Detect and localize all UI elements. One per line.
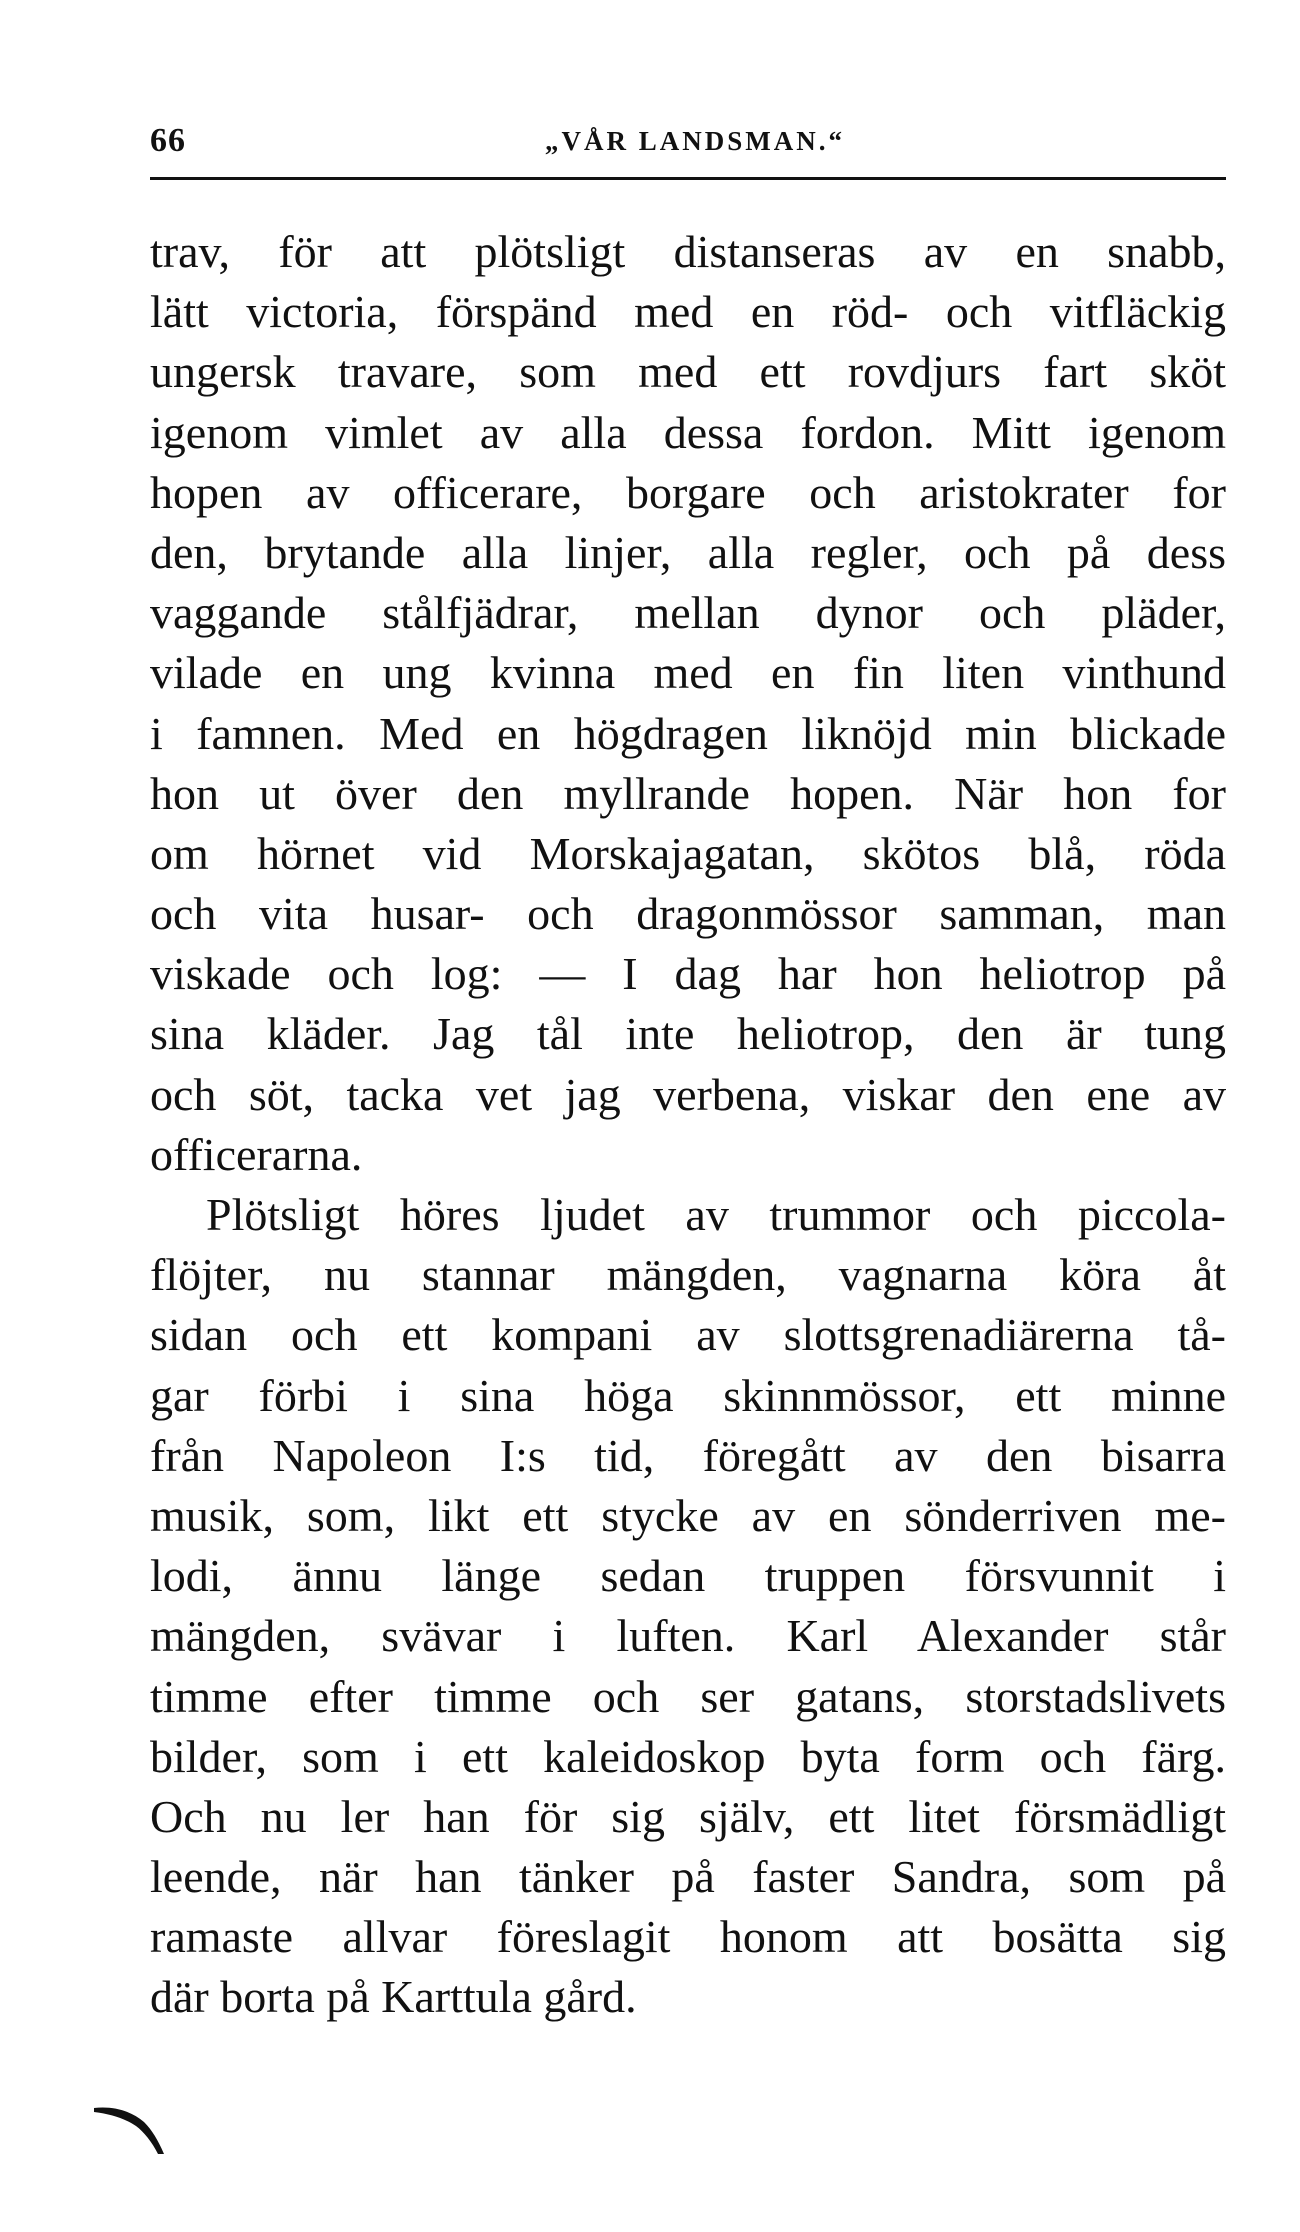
- text-line: i famnen. Med en högdragen liknöjd min blickade: [150, 707, 1226, 759]
- text-line: och vita husar- och dragonmössor samman, man: [150, 888, 1226, 940]
- text-line: den, brytande alla linjer, alla regler, och på dess: [150, 526, 1226, 578]
- text-line: Och nu ler han för sig själv, ett litet försmädligt: [150, 1790, 1226, 1842]
- text-line: hon ut över den myllrande hopen. När hon for: [150, 767, 1226, 819]
- text-line: viskade och log: — I dag har hon heliotrop på: [150, 948, 1226, 1000]
- text-line: musik, som, likt ett stycke av en sönderriven me-: [150, 1489, 1226, 1541]
- text-line: från Napoleon I:s tid, föregått av den bisarra: [150, 1429, 1226, 1481]
- text-line: hopen av officerare, borgare och aristokrater for: [150, 466, 1226, 518]
- text-line: ramaste allvar föreslagit honom att bosätta sig: [150, 1911, 1226, 1963]
- text-line: sina kläder. Jag tål inte heliotrop, den är tung: [150, 1008, 1226, 1060]
- page-number: 66: [150, 122, 186, 159]
- text-line: lätt victoria, förspänd med en röd- och vitfläckig: [150, 286, 1226, 338]
- ink-mark-icon: [92, 2100, 172, 2160]
- text-line: Plötsligt höres ljudet av trummor och piccola-: [206, 1189, 1226, 1240]
- text-line: vaggande stålfjädrar, mellan dynor och pläder,: [150, 587, 1226, 639]
- text-line: bilder, som i ett kaleidoskop byta form och färg.: [150, 1730, 1226, 1782]
- text-line: igenom vimlet av alla dessa fordon. Mitt igenom: [150, 406, 1226, 458]
- text-line: trav, för att plötsligt distanseras av en snabb,: [150, 226, 1226, 277]
- text-line: sidan och ett kompani av slottsgrenadiärerna tå-: [150, 1309, 1226, 1361]
- header-rule: [150, 177, 1226, 180]
- text-line: flöjter, nu stannar mängden, vagnarna köra åt: [150, 1249, 1226, 1301]
- text-line: timme efter timme och ser gatans, storstadslivets: [150, 1670, 1226, 1722]
- text-line: gar förbi i sina höga skinnmössor, ett minne: [150, 1369, 1226, 1421]
- text-line: vilade en ung kvinna med en fin liten vinthund: [150, 647, 1226, 699]
- text-line: om hörnet vid Morskajagatan, skötos blå, röda: [150, 827, 1226, 879]
- page-header: [150, 122, 1226, 166]
- text-line: där borta på Karttula gård.: [150, 1971, 637, 2023]
- body-text: [150, 222, 1226, 2028]
- text-line: leende, när han tänker på faster Sandra, som på: [150, 1851, 1226, 1903]
- text-line: ungersk travare, som med ett rovdjurs fart sköt: [150, 346, 1226, 398]
- text-line: lodi, ännu länge sedan truppen försvunnit i: [150, 1550, 1226, 1602]
- text-line: mängden, svävar i luften. Karl Alexander står: [150, 1610, 1226, 1662]
- text-line: och söt, tacka vet jag verbena, viskar den ene av: [150, 1068, 1226, 1120]
- text-line: officerarna.: [150, 1128, 363, 1180]
- running-title: „VÅR LANDSMAN.“: [545, 126, 845, 156]
